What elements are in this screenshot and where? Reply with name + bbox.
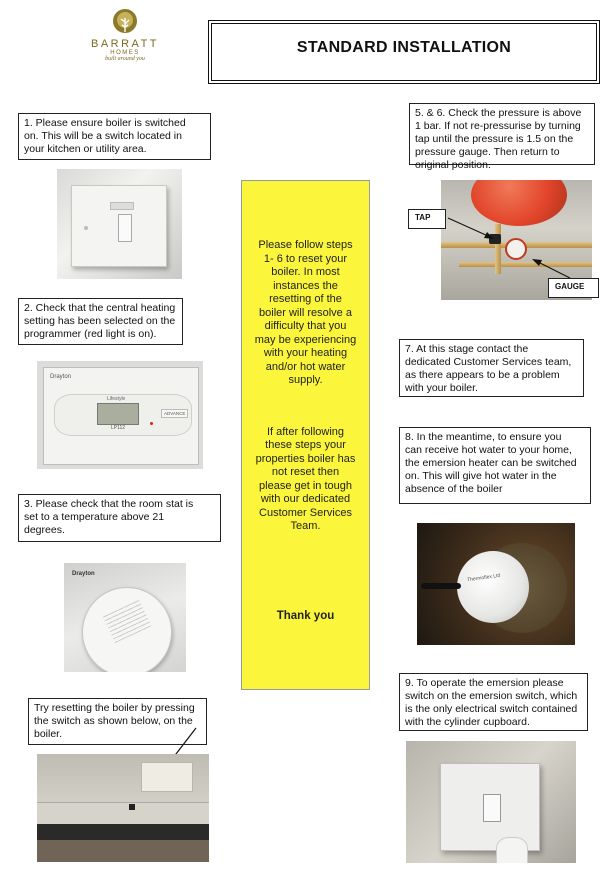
step-1-text: 1. Please ensure boiler is switched on. This will be a switch located in your kitchen or utility area. xyxy=(18,113,211,160)
step-9-text: 9. To operate the emersion please switch on the emersion switch, which is the only electrical switch contained with the cylinder cupboard. xyxy=(399,673,588,731)
stat-dial xyxy=(82,587,172,672)
programmer-brand: Drayton xyxy=(50,374,72,380)
photo-boiler xyxy=(37,754,209,862)
programmer-screen-label: Lifestyle xyxy=(107,396,126,402)
heater-brand: Thermoflex Ltd xyxy=(466,572,501,584)
switch-plate xyxy=(71,185,167,267)
page-title xyxy=(211,23,597,81)
gauge-callout: GAUGE xyxy=(548,278,599,298)
programmer-panel xyxy=(54,394,192,436)
photo-immersion-switch xyxy=(406,741,576,863)
gauge-arrow xyxy=(530,258,574,282)
boiler-fascia xyxy=(37,824,209,840)
step-2-text: 2. Check that the central heating setting has been selected on the programmer (red light is on). xyxy=(18,298,183,345)
boiler-panel xyxy=(37,802,209,825)
step-3-text: 3. Please check that the room stat is set to a temperature above 21 degrees. xyxy=(18,494,221,542)
switch-indicator xyxy=(110,202,134,210)
photo-programmer xyxy=(37,361,203,469)
photo-room-stat xyxy=(64,563,186,672)
programmer-screen xyxy=(97,403,139,425)
pressure-gauge-icon xyxy=(505,238,527,260)
boiler-base xyxy=(37,840,209,862)
photo-wall-switch xyxy=(57,169,182,279)
page-title-text: STANDARD INSTALLATION xyxy=(296,39,512,56)
step-8-text: 8. In the meantime, to ensure you can receive hot water to your home, the emersion heater can be switched on. This will give hot water in the absence of the boiler xyxy=(399,427,591,504)
switch-screw xyxy=(84,226,88,230)
photo-immersion-heater xyxy=(417,523,575,645)
brand-sub: HOMES xyxy=(110,50,140,56)
stat-dial-markings xyxy=(103,599,152,643)
brand-tagline: built around you xyxy=(105,56,145,62)
info-panel xyxy=(241,180,370,690)
programmer-advance-button: ADVANCE xyxy=(161,409,188,418)
info-panel-thanks: Thank you xyxy=(276,609,335,622)
programmer-red-light xyxy=(150,422,153,425)
tree-icon xyxy=(112,8,138,36)
boiler-label xyxy=(141,762,193,792)
immersion-cable xyxy=(496,837,528,863)
info-panel-paragraph-1: Please follow steps 1- 6 to reset your boiler. In most instances the resetting of the boiler will resolve a difficulty that you may be experiencing with your heating and/or hot water supply. xyxy=(254,239,357,386)
tap-callout: TAP xyxy=(408,209,446,229)
reset-instruction-text: Try resetting the boiler by pressing the switch as shown below, on the boiler. xyxy=(28,698,207,745)
heater-cable xyxy=(421,583,461,589)
brand-name: BARRATT xyxy=(90,38,160,50)
programmer-body xyxy=(43,367,199,465)
step-5-6-text: 5. & 6. Check the pressure is above 1 bar. If not re-pressurise by turning tap until the pressure is 1.5 on the pressure gauge. Then return to original position. xyxy=(409,103,595,165)
tap-arrow xyxy=(446,214,496,244)
step-7-text: 7. At this stage contact the dedicated Customer Services team, as there appears to be a problem with your boiler. xyxy=(399,339,584,397)
immersion-switch-rocker xyxy=(483,794,501,822)
info-panel-paragraph-2: If after following these steps your properties boiler has not reset then please get in tough with our dedicated Customer Services Team. xyxy=(255,425,356,532)
boiler-reset-switch xyxy=(129,804,135,810)
switch-rocker xyxy=(118,214,132,242)
heater-cap xyxy=(457,551,529,623)
stat-brand: Drayton xyxy=(72,571,95,577)
brand-logo xyxy=(80,8,170,80)
programmer-model: LP112 xyxy=(111,425,126,431)
immersion-switch-plate xyxy=(440,763,540,851)
